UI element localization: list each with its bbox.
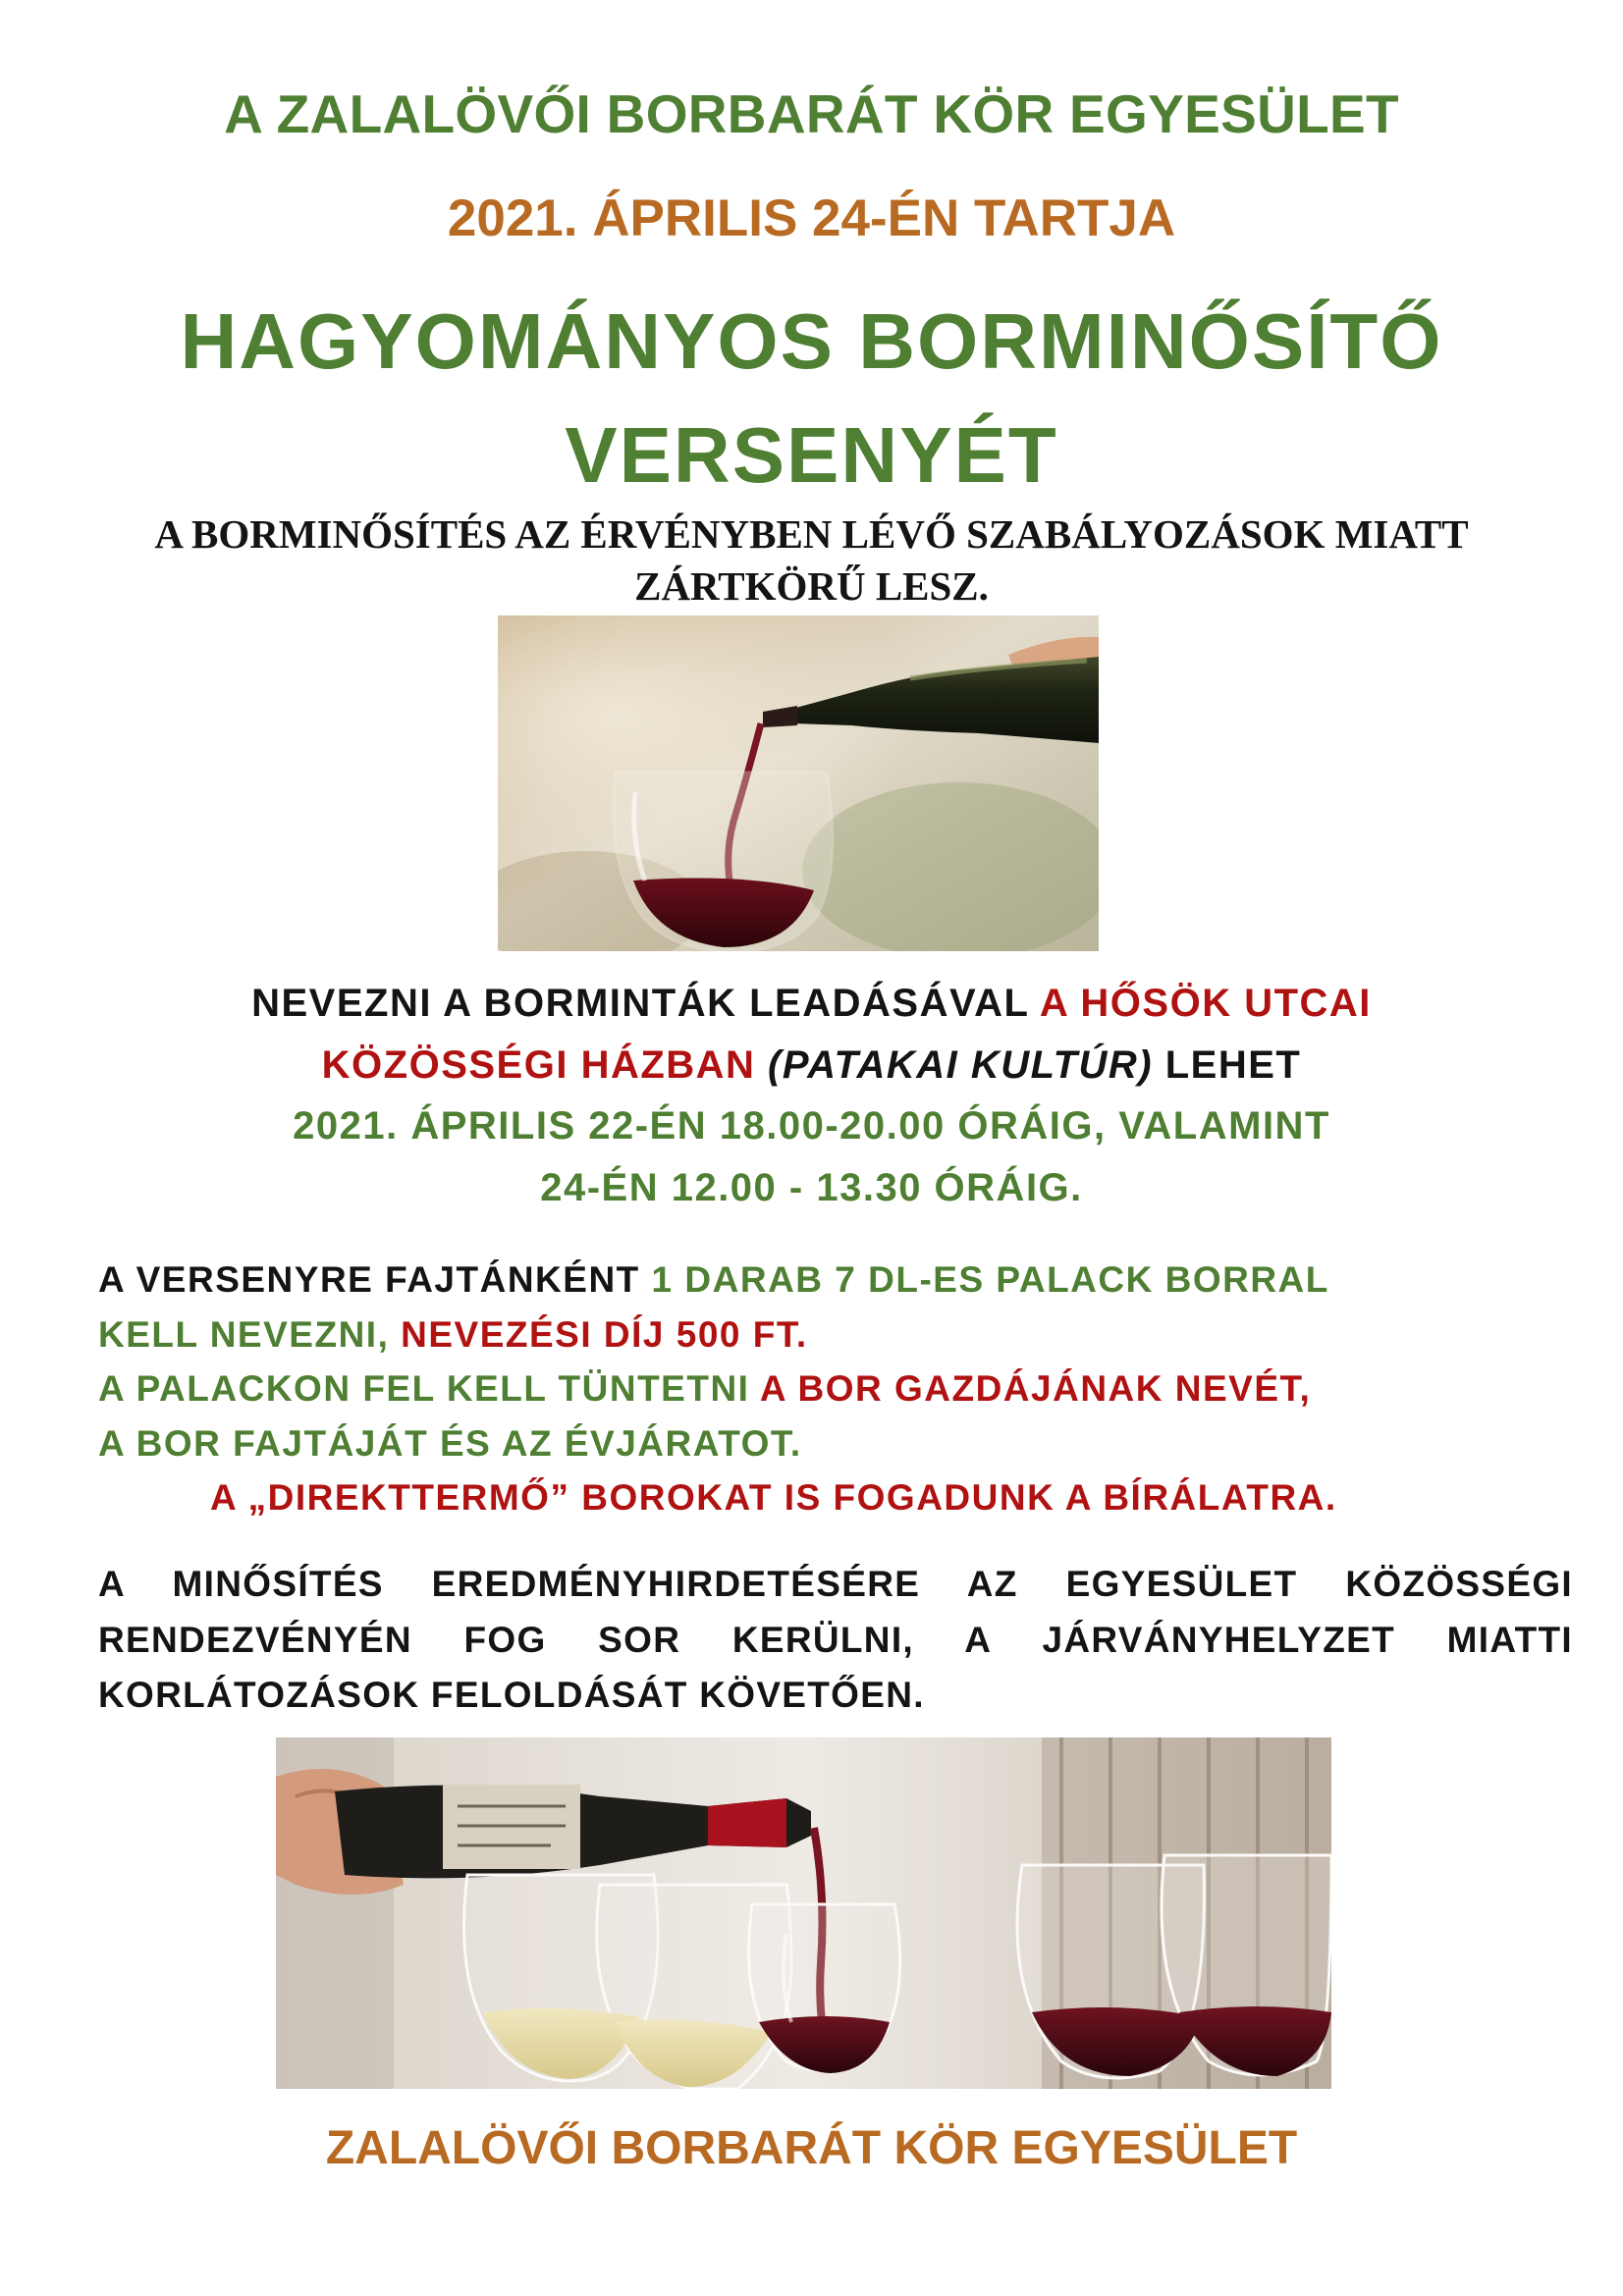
entry-info-line-1 — [0, 982, 1623, 1026]
main-title-line-1: HAGYOMÁNYOS BORMINŐSÍTŐ — [180, 297, 1443, 385]
organizer-heading: A ZALALÖVŐI BORBARÁT KÖR EGYESÜLET — [224, 83, 1399, 144]
entry-venue-street: A HŐSÖK UTCAI — [1039, 982, 1372, 1025]
wine-glasses-photo — [276, 1737, 1331, 2089]
results-announcement-line-1: A MINŐSÍTÉS EREDMÉNYHIRDETÉSÉRE AZ EGYESÜLET KÖZÖSSÉGI — [98, 1564, 1573, 1604]
entry-info-line-2 — [0, 1043, 1623, 1088]
rule-text: KELL NEVEZNI, — [98, 1314, 402, 1355]
rule-text: A PALACKON FEL KELL TÜNTETNI — [98, 1368, 760, 1409]
results-announcement-line-3: KORLÁTOZÁSOK FELOLDÁSÁT KÖVETŐEN. — [98, 1675, 925, 1715]
rule-bottle-requirement: 1 DARAB 7 DL-ES PALACK BORRAL — [651, 1259, 1329, 1300]
entry-dates-line-1: 2021. ÁPRILIS 22-ÉN 18.00-20.00 ÓRÁIG, VALAMINT — [293, 1104, 1330, 1148]
rule-line-4: A BOR FAJTÁJÁT ÉS AZ ÉVJÁRATOT. — [98, 1423, 802, 1464]
rule-line-1 — [98, 1259, 1329, 1301]
event-date-heading: 2021. ÁPRILIS 24-ÉN TARTJA — [447, 189, 1176, 247]
entry-venue-alias: (PATAKAI KULTÚR) — [768, 1043, 1154, 1087]
entry-text: NEVEZNI A BORMINTÁK LEADÁSÁVAL — [251, 982, 1040, 1025]
closed-event-notice-line-1: A BORMINŐSÍTÉS AZ ÉRVÉNYBEN LÉVŐ SZABÁLYOZÁSOK MIATT — [154, 511, 1469, 557]
rule-line-3 — [98, 1368, 1311, 1410]
entry-fee: NEVEZÉSI DÍJ 500 FT. — [401, 1314, 808, 1355]
wine-glasses-illustration — [276, 1737, 1331, 2089]
entry-dates-line-2: 24-ÉN 12.00 - 13.30 ÓRÁIG. — [540, 1166, 1083, 1209]
wine-pouring-photo — [498, 615, 1099, 951]
main-title-line-2: VERSENYÉT — [565, 411, 1058, 499]
rule-line-2 — [98, 1314, 808, 1356]
entry-venue-name: KÖZÖSSÉGI HÁZBAN — [321, 1043, 769, 1087]
footer-organizer: ZALALÖVŐI BORBARÁT KÖR EGYESÜLET — [325, 2122, 1298, 2174]
results-announcement-line-2: RENDEZVÉNYÉN FOG SOR KERÜLNI, A JÁRVÁNYHELYZET MIATTI — [98, 1620, 1573, 1660]
closed-event-notice-line-2: ZÁRTKÖRŰ LESZ. — [634, 563, 989, 609]
entry-text: LEHET — [1153, 1043, 1302, 1087]
rule-line-5: A „DIREKTTERMŐ” BOROKAT IS FOGADUNK A BÍRÁLATRA. — [210, 1477, 1337, 1518]
wine-pouring-illustration — [498, 615, 1099, 951]
rule-text: A VERSENYRE FAJTÁNKÉNT — [98, 1259, 652, 1300]
rule-owner-name: A BOR GAZDÁJÁNAK NEVÉT, — [759, 1368, 1312, 1409]
